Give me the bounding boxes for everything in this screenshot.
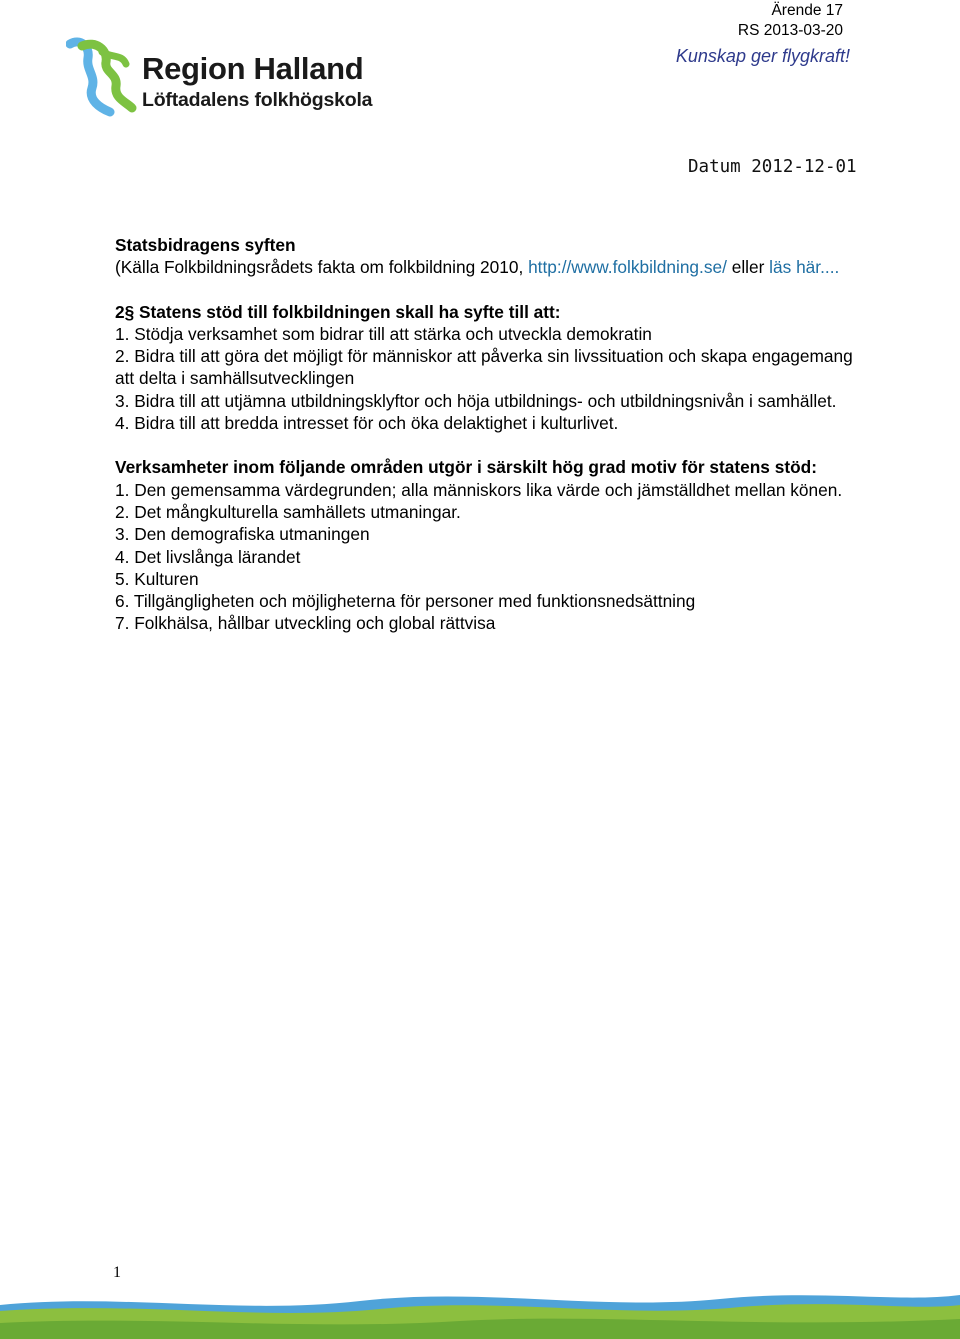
list-item: 3. Den demografiska utmaningen xyxy=(115,524,370,545)
section1-subtitle: 2§ Statens stöd till folkbildningen skall ha syfte till att: xyxy=(115,301,561,322)
list-item: 4. Bidra till att bredda intresset för och öka delaktighet i kulturlivet. xyxy=(115,413,619,434)
list-item: 3. Bidra till att utjämna utbildningsklyftor och höja utbildnings- och utbildningsnivån i samhället. xyxy=(115,390,837,411)
source-mid: eller xyxy=(726,257,770,278)
motto: Kunskap ger flygkraft! xyxy=(675,46,850,66)
folkbildning-link[interactable]: http://www.folkbildning.se/ xyxy=(528,257,727,278)
footer-wave-decoration xyxy=(0,1275,960,1339)
arende-number: Ärende 17 xyxy=(771,2,843,19)
section1-title: Statsbidragens syften xyxy=(115,235,296,255)
logo-title: Region Halland xyxy=(142,51,364,86)
list-item: 7. Folkhälsa, hållbar utveckling och global rättvisa xyxy=(115,613,496,634)
document-body xyxy=(115,234,875,635)
list-item: 2. Det mångkulturella samhällets utmaningar. xyxy=(115,501,461,522)
las-har-link[interactable]: läs här.... xyxy=(769,257,840,278)
list-item: 1. Stödja verksamhet som bidrar till att stärka och utveckla demokratin xyxy=(115,323,652,344)
list-item: 5. Kulturen xyxy=(115,568,199,589)
source-line xyxy=(115,256,875,278)
section2-title: Verksamheter inom följande områden utgör i särskilt hög grad motiv för statens stöd: xyxy=(115,457,817,478)
page-number: 1 xyxy=(113,1264,121,1281)
source-prefix: (Källa Folkbildningsrådets fakta om folkbildning 2010, xyxy=(115,257,529,278)
list-item: 1. Den gemensamma värdegrunden; alla människors lika värde och jämställdhet mellan könen. xyxy=(115,479,843,500)
rs-date: RS 2013-03-20 xyxy=(737,22,843,39)
logo-subtitle: Löftadalens folkhögskola xyxy=(142,89,373,111)
list-item: 2. Bidra till att göra det möjligt för människor att påverka sin livssituation och skapa engagemang att delta i samhällsutvecklingen xyxy=(115,346,853,389)
list-item: 6. Tillgängligheten och möjligheterna för personer med funktionsnedsättning xyxy=(115,591,696,612)
document-date: Datum 2012-12-01 xyxy=(688,157,857,177)
list-item: 4. Det livslånga lärandet xyxy=(115,546,301,567)
